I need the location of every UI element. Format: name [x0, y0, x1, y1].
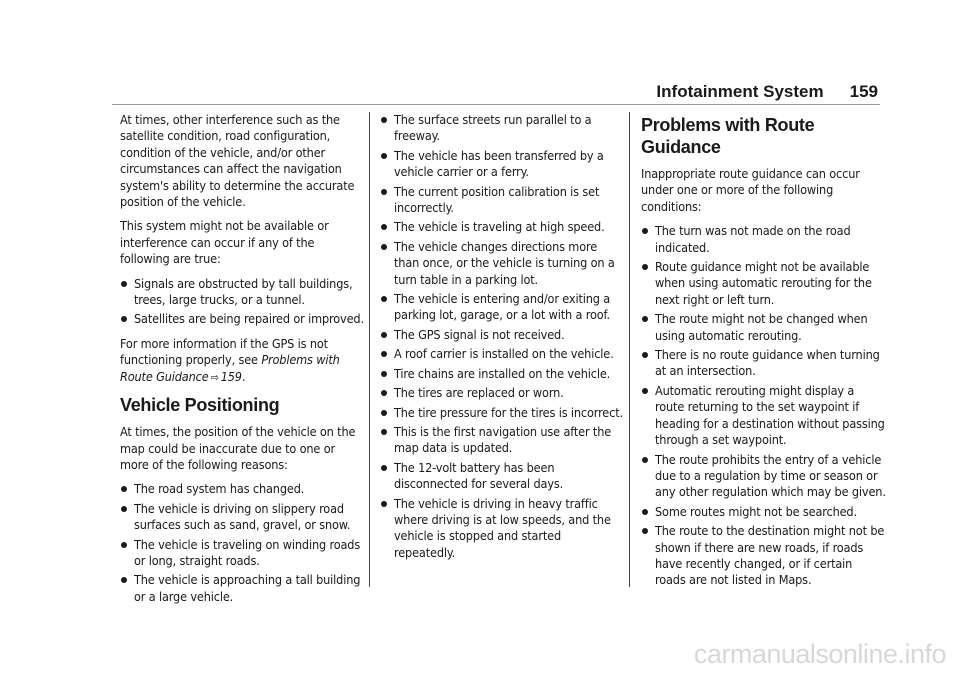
list-item: A roof carrier is installed on the vehicle.: [380, 346, 625, 362]
cross-reference-link[interactable]: Problems with Route Guidance: [120, 352, 340, 384]
page-reference-icon: ⇨: [210, 370, 219, 384]
list-item: The turn was not made on the road indicated.: [641, 223, 886, 256]
header-rule: [112, 104, 880, 105]
list-item: The current position calibration is set incorrectly.: [380, 184, 625, 217]
paragraph: This system might not be available or interference can occur if any of the following are true:: [120, 218, 329, 267]
list-item: Some routes might not be searched.: [641, 504, 886, 520]
section-heading: Vehicle Positioning: [120, 395, 280, 416]
page-header: [656, 82, 878, 102]
paragraph: Inappropriate route guidance can occur under one or more of the following conditions:: [641, 166, 860, 214]
column-1: [120, 112, 365, 613]
bullet-list: [641, 223, 886, 589]
list-item: The vehicle is driving on slippery road surfaces such as sand, gravel, or snow.: [120, 501, 365, 534]
column-divider: [369, 112, 370, 587]
list-item: The vehicle has been transferred by a vehicle carrier or a ferry.: [380, 148, 625, 181]
list-item: The vehicle is approaching a tall building or a large vehicle.: [120, 572, 365, 605]
bullet-list: [120, 276, 365, 328]
column-divider: [629, 112, 630, 587]
list-item: Signals are obstructed by tall buildings, trees, large trucks, or a tunnel.: [120, 276, 365, 309]
paragraph: At times, other interference such as the satellite condition, road configuration, condition of the vehicle, and/or other circumstances can affect the navigation system's ability to determine the accurate position of the vehicle.: [120, 112, 355, 210]
page-number: 159: [849, 82, 878, 101]
list-item: The route might not be changed when using automatic rerouting.: [641, 311, 886, 344]
paragraph-text: For more information if the GPS is not functioning properly, see: [120, 335, 328, 368]
column-2: [380, 112, 625, 569]
list-item: The tire pressure for the tires is incorrect.: [380, 405, 625, 421]
list-item: Route guidance might not be available when using automatic rerouting for the next right or left turn.: [641, 259, 886, 308]
bullet-list: [120, 481, 365, 605]
list-item: The route to the destination might not be shown if there are new roads, if roads have recently changed, or if certain roads are not listed in Maps.: [641, 523, 886, 589]
watermark: carmanualsonline.info: [693, 639, 946, 669]
list-item: The 12-volt battery has been disconnected for several days.: [380, 460, 625, 493]
section-heading: Problems with Route Guidance: [641, 115, 815, 157]
list-item: Tire chains are installed on the vehicle.: [380, 366, 625, 382]
list-item: Automatic rerouting might display a route returning to the set waypoint if heading for a destination without passing through a set waypoint.: [641, 383, 886, 449]
list-item: The vehicle is entering and/or exiting a parking lot, garage, or a lot with a roof.: [380, 291, 625, 324]
list-item: The vehicle is driving in heavy traffic where driving is at low speeds, and the vehicle is stopped and started repeatedly.: [380, 496, 625, 562]
list-item: The vehicle is traveling at high speed.: [380, 219, 625, 235]
list-item: This is the first navigation use after the map data is updated.: [380, 424, 625, 457]
paragraph: [120, 336, 365, 386]
section-title: Infotainment System: [656, 82, 824, 101]
list-item: The vehicle changes directions more than once, or the vehicle is turning on a turn table in a parking lot.: [380, 239, 625, 288]
list-item: The surface streets run parallel to a freeway.: [380, 112, 625, 145]
list-item: Satellites are being repaired or improved.: [120, 311, 365, 327]
list-item: The GPS signal is not received.: [380, 327, 625, 343]
bullet-list: [380, 112, 625, 561]
list-item: The route prohibits the entry of a vehicle due to a regulation by time or season or any other regulation which may be given.: [641, 452, 886, 501]
cross-reference-page[interactable]: 159: [220, 368, 242, 384]
list-item: The vehicle is traveling on winding roads or long, straight roads.: [120, 537, 365, 570]
column-3: [641, 114, 886, 597]
list-item: The road system has changed.: [120, 481, 365, 497]
paragraph: At times, the position of the vehicle on the map could be inaccurate due to one or more of the following reasons:: [120, 424, 356, 472]
list-item: The tires are replaced or worn.: [380, 385, 625, 401]
list-item: There is no route guidance when turning at an intersection.: [641, 347, 886, 380]
punctuation: .: [241, 368, 246, 384]
